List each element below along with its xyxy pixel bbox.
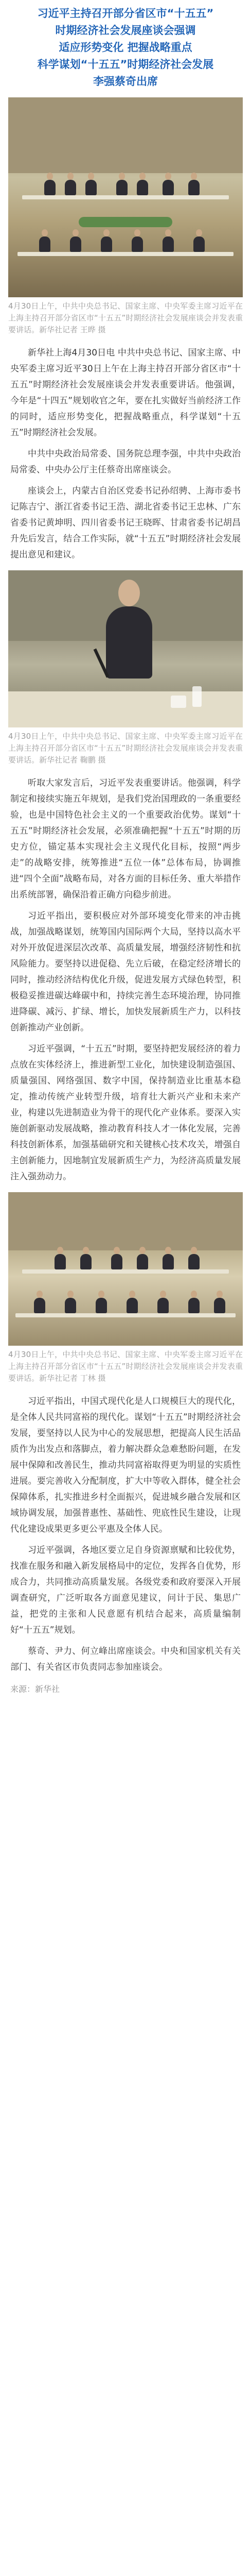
photo-table (15, 1313, 236, 1317)
body-paragraph: 新华社上海4月30日电 中共中央总书记、国家主席、中央军委主席习近平30日上午在上海主持召开部分省区市“十五五”时期经济社会发展座谈会并发表重要讲话。他强调，今年是“十四五”规划收官之年，要在扎实做好当前经济工作的同时，适应形势变化，把握战略重点，科学谋划“十五五”时期经济社会发展。 (10, 348, 241, 438)
headline-line: 习近平主持召开部分省区市“十五五” (37, 7, 214, 20)
body-paragraph: 习近平指出，中国式现代化是人口规模巨大的现代化，是全体人民共同富裕的现代化。谋划“十五五”时期经济社会发展，要坚持以人民为中心的发展思想，把提高人民生活品质作为出发点和落脚点，着力解决群众急难愁盼问题，在发展中保障和改善民生，推动共同富裕取得更为明显的实质性进展。要完善收入分配制度，扩大中等收入群体，健全社会保障体系，扎实推进乡村全面振兴，促进城乡融合发展和区域协调发展，加强普惠性、基础性、兜底性民生建设，让现代化建设成果更多更公平惠及全体人民。 (10, 1396, 241, 1534)
photo-table (22, 195, 228, 199)
photo-person (137, 1254, 148, 1269)
photo-person (34, 1298, 45, 1313)
photo-person (55, 1254, 66, 1269)
body-paragraph: 座谈会上，内蒙古自治区党委书记孙绍骋、上海市委书记陈吉宁、浙江省委书记王浩、湖北省委书记王忠林、广东省委书记黄坤明、四川省委书记王晓晖、甘肃省委书记胡昌升先后发言，结合工作实际，就“十五五”时期经济社会发展提出意见和建议。 (10, 486, 241, 560)
photo-person (163, 180, 174, 195)
meeting-photo-wide (8, 1192, 243, 1346)
body-paragraph: 习近平指出，要积极应对外部环境变化带来的冲击挑战，加强战略谋划，统筹国内国际两个大局，坚持以高水平对外开放促进深层次改革、高质量发展，增强经济韧性和抗风险能力。要坚持以进促稳、先立后破，在稳定经济增长的同时，推动经济结构优化升级，促进发展方式绿色转型，积极稳妥推进碳达峰碳中和，持续完善生态环境治理，协同推进降碳、减污、扩绿、增长，加快发展新质生产力，以科技创新推动产业创新。 (10, 911, 241, 1033)
photo-caption: 4月30日上午，中共中央总书记、国家主席、中央军委主席习近平在上海主持召开部分省区市“十五五”时期经济社会发展座谈会并发表重要讲话。新华社记者 丁林 摄 (8, 1350, 243, 1383)
photo-person (188, 1298, 200, 1313)
body-paragraph: 习近平强调，“十五五”时期，要坚持把发展经济的着力点放在实体经济上，推进新型工业化，加快建设制造强国、质量强国、网络强国、数字中国，保持制造业比重基本稳定，推动传统产业转型升级，培育壮大新兴产业和未来产业，构建以先进制造业为骨干的现代化产业体系。要深入实施创新驱动发展战略，推动教育科技人才一体化发展，完善科技创新体系，加强基础研究和关键核心技术攻关，增强自主创新能力，因地制宜发展新质生产力，为经济高质量发展注入强劲动力。 (10, 1044, 241, 1182)
body-paragraph: 中共中央政治局常委、国务院总理李强，中共中央政治局常委、中央办公厅主任蔡奇出席座谈会。 (10, 449, 241, 475)
photo-desk (8, 691, 243, 727)
photo-person (127, 1298, 138, 1313)
photo-person (188, 180, 200, 195)
photo-person (39, 236, 50, 252)
photo-caption: 4月30日上午，中共中央总书记、国家主席、中央军委主席习近平在上海主持召开部分省区市“十五五”时期经济社会发展座谈会并发表重要讲话。新华社记者 王晔 摄 (8, 301, 243, 334)
photo-person (163, 236, 174, 252)
photo-cup (171, 696, 186, 708)
photo-person (44, 180, 56, 195)
photo-flowers (79, 217, 172, 227)
article-source: 来源：新华社 (10, 1684, 60, 1694)
article-body-people (10, 1394, 241, 1675)
photo-caption: 4月30日上午，中共中央总书记、国家主席、中央军委主席习近平在上海主持召开部分省区市“十五五”时期经济社会发展座谈会并发表重要讲话。新华社记者 鞠鹏 摄 (8, 732, 243, 765)
photo-speaker (106, 606, 152, 679)
photo-table (17, 252, 234, 256)
photo-person (70, 236, 81, 252)
body-paragraph: 听取大家发言后，习近平发表重要讲话。他强调，科学制定和接续实施五年规划，是我们党治国理政的一条重要经验，也是中国特色社会主义的一个重要政治优势。谋划“十五五”时期经济社会发展，必须准确把握“十五五”时期的历史方位，锚定基本实现社会主义现代化目标，按照“两步走”的战略安排，统筹推进“五位一体”总体布局，协调推进“四个全面”战略布局，对各方面的目标任务、重大举措作出系统部署，确保沿着正确方向稳步前进。 (10, 778, 241, 900)
body-paragraph: 习近平强调，各地区要立足自身资源禀赋和比较优势，找准在服务和融入新发展格局中的定位，发挥各自优势，形成合力，共同推动高质量发展。各级党委和政府要深入开展调查研究，广泛听取各方面意见建议，问计于民、集思广益，把党的主张和人民意愿有机结合起来，高质量编制好“十五五”规划。 (10, 1545, 241, 1635)
photo-person (65, 180, 76, 195)
photo-backdrop (8, 97, 243, 173)
speaker-photo (8, 570, 243, 727)
photo-person (111, 1254, 122, 1269)
photo-person (85, 180, 97, 195)
photo-person (96, 1298, 107, 1313)
headline-line: 科学谋划“十五五”时期经济社会发展 (37, 58, 214, 71)
article-body-speech (10, 775, 241, 1185)
photo-person (188, 1254, 200, 1269)
photo-backdrop (8, 1192, 243, 1250)
photo-water-bottle (192, 686, 202, 707)
meeting-photo (8, 97, 243, 297)
headline-line: 适应形势变化 把握战略重点 (59, 41, 192, 54)
photo-person (80, 1254, 92, 1269)
article-headline (0, 0, 251, 90)
headline-line: 李强蔡奇出席 (93, 75, 158, 88)
photo-person (193, 236, 205, 252)
photo-person (137, 180, 148, 195)
photo-person (101, 236, 112, 252)
photo-person (163, 1254, 174, 1269)
body-paragraph: 蔡奇、尹力、何立峰出席座谈会。中央和国家机关有关部门、有关省区市负责同志参加座谈会。 (10, 1646, 241, 1672)
photo-person (65, 1298, 76, 1313)
article-body-intro (10, 345, 241, 563)
photo-person (132, 236, 143, 252)
photo-person (116, 180, 128, 195)
photo-table (22, 1269, 228, 1274)
photo-person (157, 1298, 169, 1313)
headline-line: 时期经济社会发展座谈会强调 (55, 24, 196, 37)
photo-person (214, 1298, 225, 1313)
